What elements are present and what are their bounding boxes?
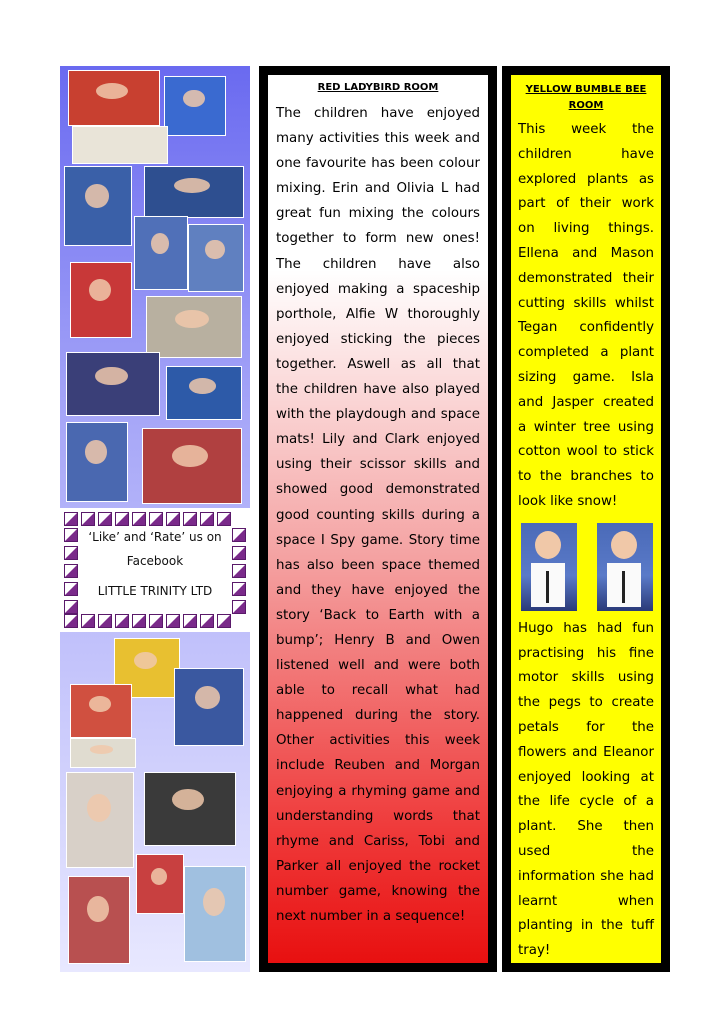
photo-child-worksheet xyxy=(64,166,132,246)
photo-children-playing xyxy=(70,262,132,338)
yellow-room-heading: YELLOW BUMBLE BEE ROOM xyxy=(525,84,647,111)
photo-child-worksheet-2 xyxy=(134,216,188,290)
tile-icon xyxy=(64,564,78,578)
tile-icon xyxy=(64,546,78,560)
tile-icon xyxy=(64,614,78,628)
tile-icon xyxy=(232,600,246,614)
photo-rocket-craft xyxy=(164,76,226,136)
tile-icon xyxy=(232,546,246,560)
tile-border-bottom xyxy=(64,614,231,628)
tile-icon xyxy=(217,512,231,526)
tile-icon xyxy=(98,512,112,526)
tile-icon xyxy=(81,614,95,628)
tile-border-top xyxy=(64,512,231,526)
photo-child-nursery xyxy=(70,684,132,738)
photo-child-classroom xyxy=(68,70,160,126)
child-face xyxy=(535,531,561,559)
photo-counting-game xyxy=(66,422,128,502)
yellow-room-body-bottom: Hugo has had fun practising his fine motor skills using the pegs to create petals for the flowers and Eleanor enjoyed looking at the life cycle of a plant. She then used the information she had learnt when planting in the tuff tray! xyxy=(518,620,654,959)
tile-border-left xyxy=(64,528,78,614)
tile-icon xyxy=(200,614,214,628)
tile-icon xyxy=(115,614,129,628)
photo-child-worksheet-3 xyxy=(188,224,244,292)
facebook-line-2: Facebook xyxy=(126,554,184,568)
tile-icon xyxy=(232,564,246,578)
photo-child-activity xyxy=(136,854,184,914)
tile-icon xyxy=(149,614,163,628)
tile-icon xyxy=(232,528,246,542)
tile-icon xyxy=(132,512,146,526)
tile-icon xyxy=(64,512,78,526)
tile-border-right xyxy=(232,528,246,614)
tile-icon xyxy=(132,614,146,628)
red-room-heading: RED LADYBIRD ROOM xyxy=(317,82,439,93)
tile-icon xyxy=(217,614,231,628)
tree-trunk xyxy=(622,571,625,603)
facebook-line-1: ‘Like’ and ‘Rate’ us on xyxy=(88,530,222,544)
photo-child-tree-picture xyxy=(184,866,246,962)
tile-icon xyxy=(166,512,180,526)
photo-winter-tree-child-1 xyxy=(521,523,577,611)
yellow-bumble-bee-room-article xyxy=(502,66,670,972)
photo-child-painting xyxy=(66,772,134,868)
photo-playdough xyxy=(66,352,160,416)
photo-space-mats xyxy=(146,296,242,358)
tile-icon xyxy=(115,512,129,526)
tile-icon xyxy=(149,512,163,526)
tile-icon xyxy=(81,512,95,526)
tile-icon xyxy=(183,614,197,628)
yellow-room-photos xyxy=(521,523,653,611)
photo-paint-palette xyxy=(70,738,136,768)
tile-icon xyxy=(64,528,78,542)
photo-craft-table xyxy=(144,166,244,218)
photo-winter-tree-child-2 xyxy=(597,523,653,611)
company-name: LITTLE TRINITY LTD xyxy=(97,584,213,598)
tile-icon xyxy=(200,512,214,526)
photo-child-craft xyxy=(68,876,130,964)
photo-colour-mixing xyxy=(72,126,168,164)
tree-trunk xyxy=(546,571,549,603)
yellow-room-body-top: This week the children have explored plants as part of their work on living things. Ellena and Mason demonstrated their cutting skills whilst Tegan confidently completed a plant sizing game. Isla and Jasper created a winter tree using cotton wool to stick to the branches to look like snow! xyxy=(518,122,654,509)
facebook-promo-box xyxy=(60,508,250,632)
tile-icon xyxy=(166,614,180,628)
tile-icon xyxy=(183,512,197,526)
red-room-body: The children have enjoyed many activities this week and one favourite has been colour mixing. Erin and Olivia L had great fun mixing the colours together to form new ones! The children have also enjoyed making a spaceship porthole, Alfie W thoroughly enjoyed sticking the pieces together. Aswell as all that the children have also played with the playdough and space mats! Lily and Clark enjoyed using their scissor skills and showed good demonstrated good counting skills during a space I Spy game. Story time has also been space themed and they have enjoyed the story ‘Back to Earth with a bump’; Henry B and Owen listened well and were both able to recall what had happened during the story. Other activities this week include Reuben and Morgan enjoying a rhyming game and understanding words that rhyme and Cariss, Tobi and Parker all enjoyed the rocket number game, knowing the next number in a sequence! xyxy=(276,106,480,924)
red-ladybird-room-article xyxy=(259,66,497,972)
photo-rocket-game xyxy=(166,366,242,420)
child-face xyxy=(611,531,637,559)
photo-scissor-skills xyxy=(142,428,242,504)
tile-icon xyxy=(232,582,246,596)
tile-icon xyxy=(64,600,78,614)
tile-icon xyxy=(98,614,112,628)
tile-icon xyxy=(64,582,78,596)
photo-child-table xyxy=(174,668,244,746)
photo-baking-tray xyxy=(144,772,236,846)
